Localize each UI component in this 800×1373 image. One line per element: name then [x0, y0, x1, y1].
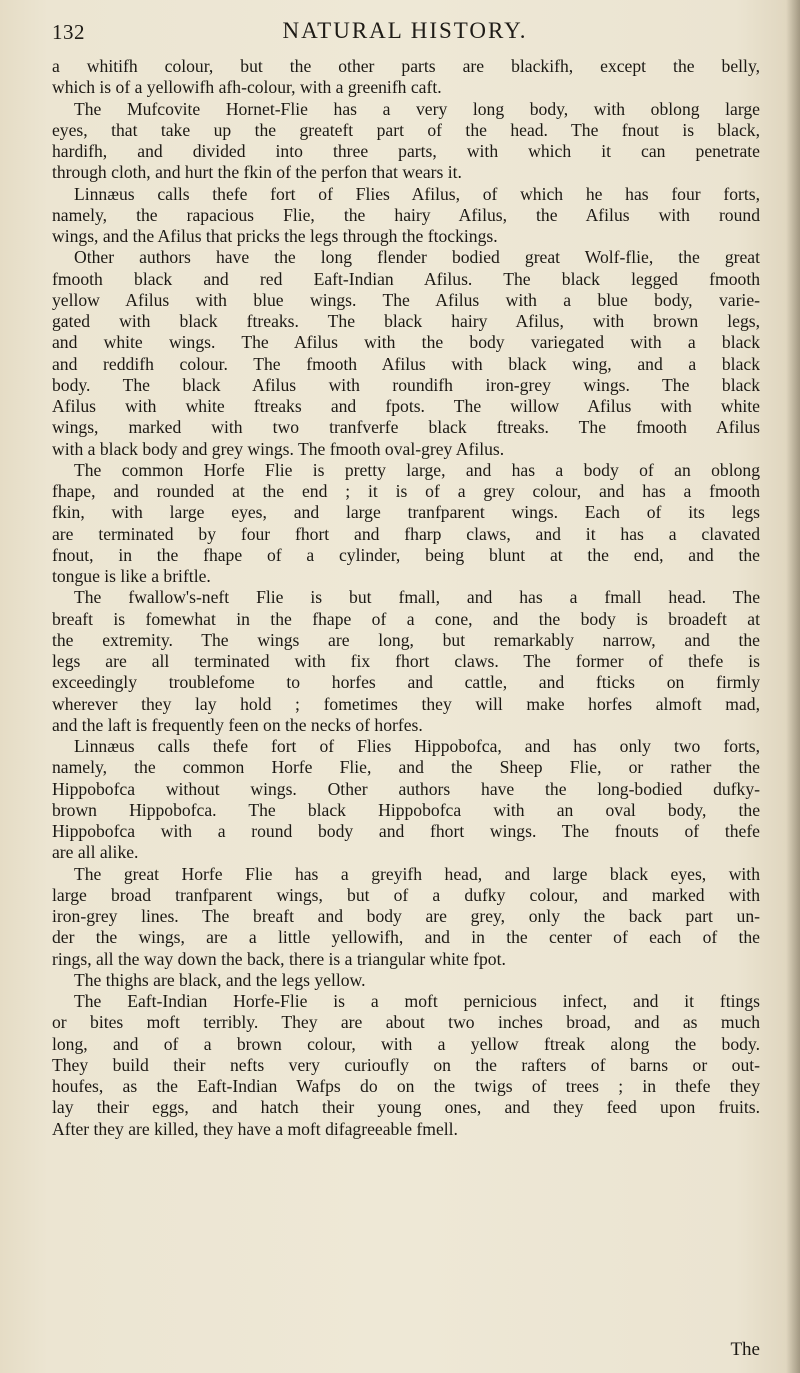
text-line: rings, all the way down the back, there is a triangular white fpot. [52, 948, 506, 969]
page-header-title: NATURAL HISTORY. [282, 18, 528, 43]
text-line: gated with black ftreaks. The black hairy Afilus, with brown legs, [52, 311, 760, 331]
text-line: Hippobofca with a round body and fhort wings. The fnouts of thefe [52, 821, 760, 841]
text-line: are all alike. [52, 842, 139, 863]
text-line: large broad tranfparent wings, but of a dufky colour, and marked with [52, 884, 760, 905]
text-line: body. The black Afilus with roundifh iron-grey wings. The black [52, 374, 760, 395]
text-line: The Mufcovite Hornet-Flie has a very long body, with oblong large [74, 98, 760, 119]
text-line: and the laft is frequently feen on the necks of horfes. [52, 714, 423, 735]
text-line: After they are killed, they have a moft difagreeable fmell. [52, 1118, 458, 1139]
text-line: The thighs are black, and the legs yellow. [74, 969, 366, 990]
text-line: iron-grey lines. The breaft and body are grey, only the back part un- [52, 906, 760, 926]
text-line: namely, the common Horfe Flie, and the Sheep Flie, or rather the [52, 757, 760, 778]
text-line: wherever they lay hold ; fometimes they will make horfes almoft mad, [52, 693, 760, 714]
text-line: tongue is like a briftle. [52, 566, 211, 586]
text-line: exceedingly troublefome to horfes and cattle, and fticks on firmly [52, 672, 760, 693]
text-line: Afilus with white ftreaks and fpots. The willow Afilus with white [52, 396, 760, 416]
text-line: der the wings, are a little yellowifh, and in the center of each of the [52, 927, 760, 948]
page-edge-shadow [786, 0, 800, 1373]
text-line: namely, the rapacious Flie, the hairy Afilus, the Afilus with round [52, 204, 760, 225]
text-line: They build their nefts very curioufly on the rafters of barns or out- [52, 1054, 760, 1075]
catchword: The [730, 1339, 760, 1360]
text-line: The common Horfe Flie is pretty large, and has a body of an oblong [74, 459, 760, 480]
text-line: The Eaft-Indian Horfe-Flie is a moft pernicious infect, and it ftings [74, 991, 760, 1011]
text-line: fmooth black and red Eaft-Indian Afilus. The black legged fmooth [52, 268, 760, 289]
text-line: houfes, as the Eaft-Indian Wafps do on the twigs of trees ; in thefe they [52, 1076, 760, 1096]
text-line: fkin, with large eyes, and large tranfparent wings. Each of its legs [52, 502, 760, 523]
text-line: wings, marked with two tranfverfe black ftreaks. The fmooth Afilus [52, 417, 760, 438]
text-line: breaft is fomewhat in the fhape of a cone, and the body is broadeft at [52, 608, 760, 629]
text-line: which is of a yellowifh afh-colour, with a greenifh caft. [52, 77, 442, 98]
text-line: lay their eggs, and hatch their young ones, and they feed upon fruits. [52, 1097, 760, 1118]
text-line: long, and of a brown colour, with a yellow ftreak along the body. [52, 1033, 760, 1054]
text-line: and reddifh colour. The fmooth Afilus with black wing, and a black [52, 353, 760, 374]
text-line: through cloth, and hurt the fkin of the perfon that wears it. [52, 162, 462, 183]
text-line: eyes, that take up the greateft part of the head. The fnout is black, [52, 119, 760, 140]
body-text [52, 56, 760, 1140]
text-line: Other authors have the long flender bodied great Wolf-flie, the great [74, 247, 760, 268]
text-line: with a black body and grey wings. The fmooth oval-grey Afilus. [52, 438, 505, 459]
text-line: wings, and the Afilus that pricks the legs through the ftockings. [52, 226, 498, 246]
text-line: Hippobofca without wings. Other authors have the long-bodied dufky- [52, 778, 760, 799]
text-line: brown Hippobofca. The black Hippobofca with an oval body, the [52, 799, 760, 820]
text-line: or bites moft terribly. They are about two inches broad, and as much [52, 1012, 760, 1033]
text-line: the extremity. The wings are long, but remarkably narrow, and the [52, 629, 760, 650]
running-head [52, 18, 758, 52]
page-number: 132 [52, 20, 85, 44]
text-line: The fwallow's-neft Flie is but fmall, and has a fmall head. The [74, 587, 760, 608]
text-line: are terminated by four fhort and fharp claws, and it has a clavated [52, 523, 760, 544]
text-line: The great Horfe Flie has a greyifh head, and large black eyes, with [74, 863, 760, 884]
text-line: and white wings. The Afilus with the body variegated with a black [52, 332, 760, 353]
text-line: yellow Afilus with blue wings. The Afilus with a blue body, varie- [52, 289, 760, 310]
text-line: Linnæus calls thefe fort of Flies Hippobofca, and has only two forts, [74, 736, 760, 756]
text-line: Linnæus calls thefe fort of Flies Afilus, of which he has four forts, [74, 183, 760, 204]
text-line: legs are all terminated with fix fhort claws. The former of thefe is [52, 651, 760, 671]
text-line: fhape, and rounded at the end ; it is of a grey colour, and has a fmooth [52, 481, 760, 501]
text-line: hardifh, and divided into three parts, with which it can penetrate [52, 141, 760, 161]
text-line: fnout, in the fhape of a cylinder, being blunt at the end, and the [52, 544, 760, 565]
text-line: a whitifh colour, but the other parts are blackifh, except the belly, [52, 56, 760, 76]
